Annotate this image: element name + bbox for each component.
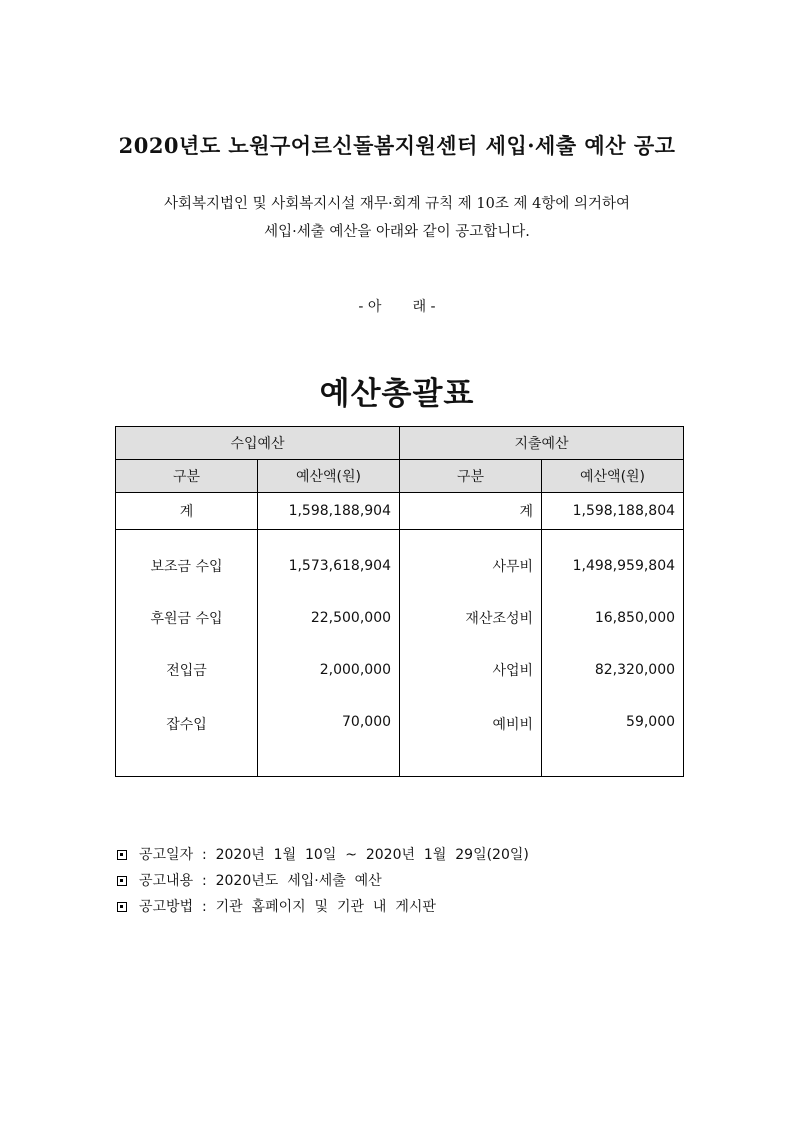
notice-method [117, 894, 529, 920]
expense-item-label: 예비비 [400, 696, 542, 777]
revenue-item-amount: 1,573,618,904 [258, 540, 400, 592]
notice-period-text: 공고일자 : 2020년 1월 10일 ~ 2020년 1월 29일(20일) [139, 847, 529, 863]
square-bullet-icon [117, 850, 127, 860]
revenue-category-header: 구분 [116, 460, 258, 493]
total-row [116, 493, 684, 530]
expense-item-amount: 1,498,959,804 [542, 540, 684, 592]
revenue-item-amount: 70,000 [258, 696, 400, 777]
revenue-item-amount: 22,500,000 [258, 592, 400, 644]
column-header-row [116, 460, 684, 493]
notice-content [117, 868, 529, 894]
table-row [116, 696, 684, 777]
expense-item-label: 사업비 [400, 644, 542, 696]
revenue-header: 수입예산 [116, 427, 400, 460]
expense-amount-header: 예산액(원) [542, 460, 684, 493]
separator-heading: - 아 래 - [358, 299, 436, 315]
expense-item-label: 재산조성비 [400, 592, 542, 644]
table-row [116, 540, 684, 592]
expense-total-amount: 1,598,188,804 [542, 493, 684, 530]
revenue-total-label: 계 [116, 493, 258, 530]
intro-line-1: 사회복지법인 및 사회복지시설 재무·회계 규칙 제 10조 제 4항에 의거하여 [164, 196, 630, 212]
revenue-item-label: 보조금 수입 [116, 540, 258, 592]
expense-item-label: 사무비 [400, 540, 542, 592]
budget-summary-table [115, 426, 684, 777]
square-bullet-icon [117, 902, 127, 912]
table-title: 예산총괄표 [319, 376, 475, 412]
expense-category-header: 구분 [400, 460, 542, 493]
page-title: 2020년도 노원구어르신돌봄지원센터 세입·세출 예산 공고 [118, 133, 676, 158]
revenue-item-label: 잡수입 [116, 696, 258, 777]
expense-item-amount: 16,850,000 [542, 592, 684, 644]
section-header-row [116, 427, 684, 460]
revenue-total-amount: 1,598,188,904 [258, 493, 400, 530]
table-row [116, 644, 684, 696]
table-row [116, 592, 684, 644]
square-bullet-icon [117, 876, 127, 886]
expense-item-amount: 59,000 [542, 696, 684, 777]
intro-line-2: 세입·세출 예산을 아래와 같이 공고합니다. [264, 224, 530, 240]
notice-period [117, 842, 529, 868]
expense-header: 지출예산 [400, 427, 684, 460]
revenue-amount-header: 예산액(원) [258, 460, 400, 493]
notice-content-text: 공고내용 : 2020년도 세입·세출 예산 [139, 873, 382, 889]
notice-method-text: 공고방법 : 기관 홈페이지 및 기관 내 게시판 [139, 899, 436, 915]
spacer-row [116, 530, 684, 541]
notice-details [117, 842, 529, 920]
revenue-item-amount: 2,000,000 [258, 644, 400, 696]
expense-total-label: 계 [400, 493, 542, 530]
revenue-item-label: 전입금 [116, 644, 258, 696]
expense-item-amount: 82,320,000 [542, 644, 684, 696]
revenue-item-label: 후원금 수입 [116, 592, 258, 644]
